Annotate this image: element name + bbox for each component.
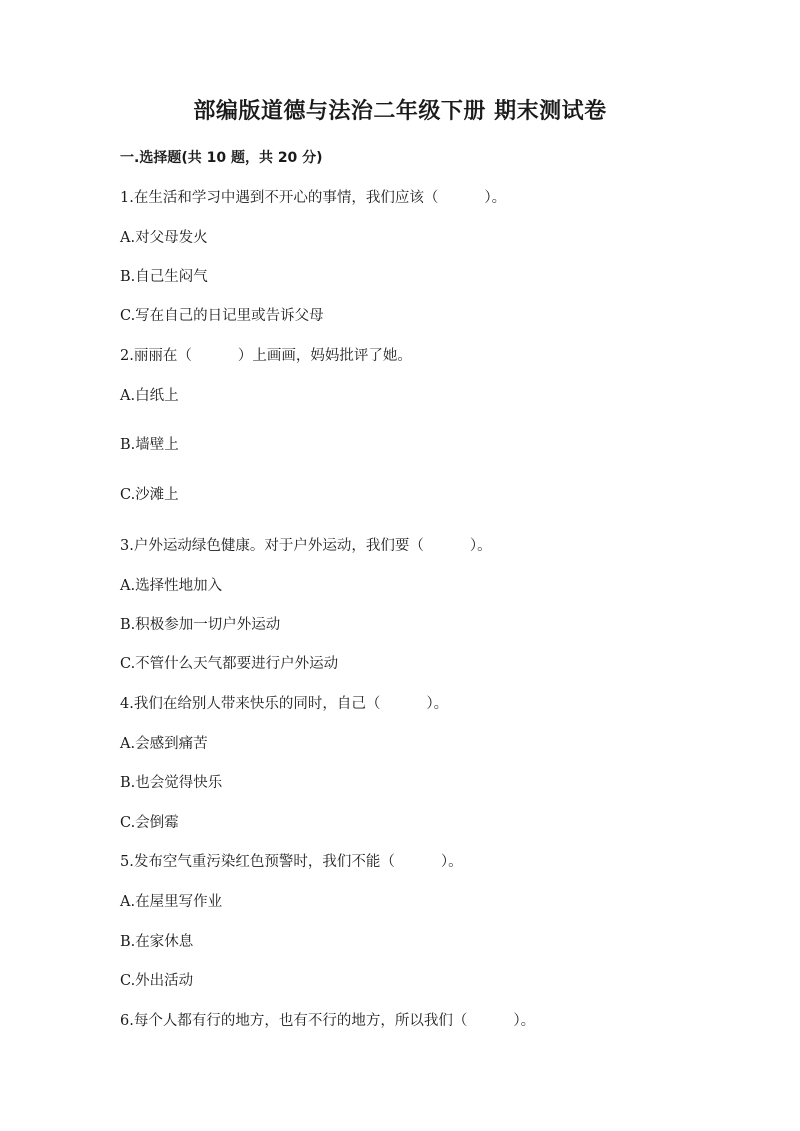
question-4-stem: 4.我们在给别人带来快乐的同时，自己（ ）。 — [120, 696, 449, 712]
question-3-stem: 3.户外运动绿色健康。对于户外运动，我们要（ ）。 — [120, 538, 492, 554]
question-4-option-c: C.会倒霉 — [120, 815, 179, 831]
question-1-stem: 1.在生活和学习中遇到不开心的事情，我们应该（ ）。 — [120, 190, 507, 206]
page-title: 部编版道德与法治二年级下册 期末测试卷 — [193, 99, 607, 124]
section-heading: 一.选择题(共 10 题，共 20 分) — [120, 150, 323, 166]
question-3-option-a: A.选择性地加入 — [120, 578, 223, 594]
question-5-option-a: A.在屋里写作业 — [120, 894, 223, 910]
question-6-stem: 6.每个人都有行的地方，也有不行的地方，所以我们（ ）。 — [120, 1013, 536, 1029]
question-1-option-a: A.对父母发火 — [120, 230, 208, 246]
question-2-option-c: C.沙滩上 — [120, 487, 179, 503]
question-2-stem: 2.丽丽在（ ）上画画，妈妈批评了她。 — [120, 348, 412, 364]
question-3-option-c: C.不管什么天气都要进行户外运动 — [120, 656, 339, 672]
question-1-option-b: B.自己生闷气 — [120, 269, 208, 285]
question-2-option-a: A.白纸上 — [120, 388, 179, 404]
question-5-option-b: B.在家休息 — [120, 934, 194, 950]
question-4-option-a: A.会感到痛苦 — [120, 736, 208, 752]
question-4-option-b: B.也会觉得快乐 — [120, 775, 223, 791]
question-3-option-b: B.积极参加一切户外运动 — [120, 617, 281, 633]
question-2-option-b: B.墙壁上 — [120, 437, 179, 453]
question-5-stem: 5.发布空气重污染红色预警时，我们不能（ ）。 — [120, 854, 463, 870]
question-1-option-c: C.写在自己的日记里或告诉父母 — [120, 308, 324, 324]
question-5-option-c: C.外出活动 — [120, 973, 194, 989]
